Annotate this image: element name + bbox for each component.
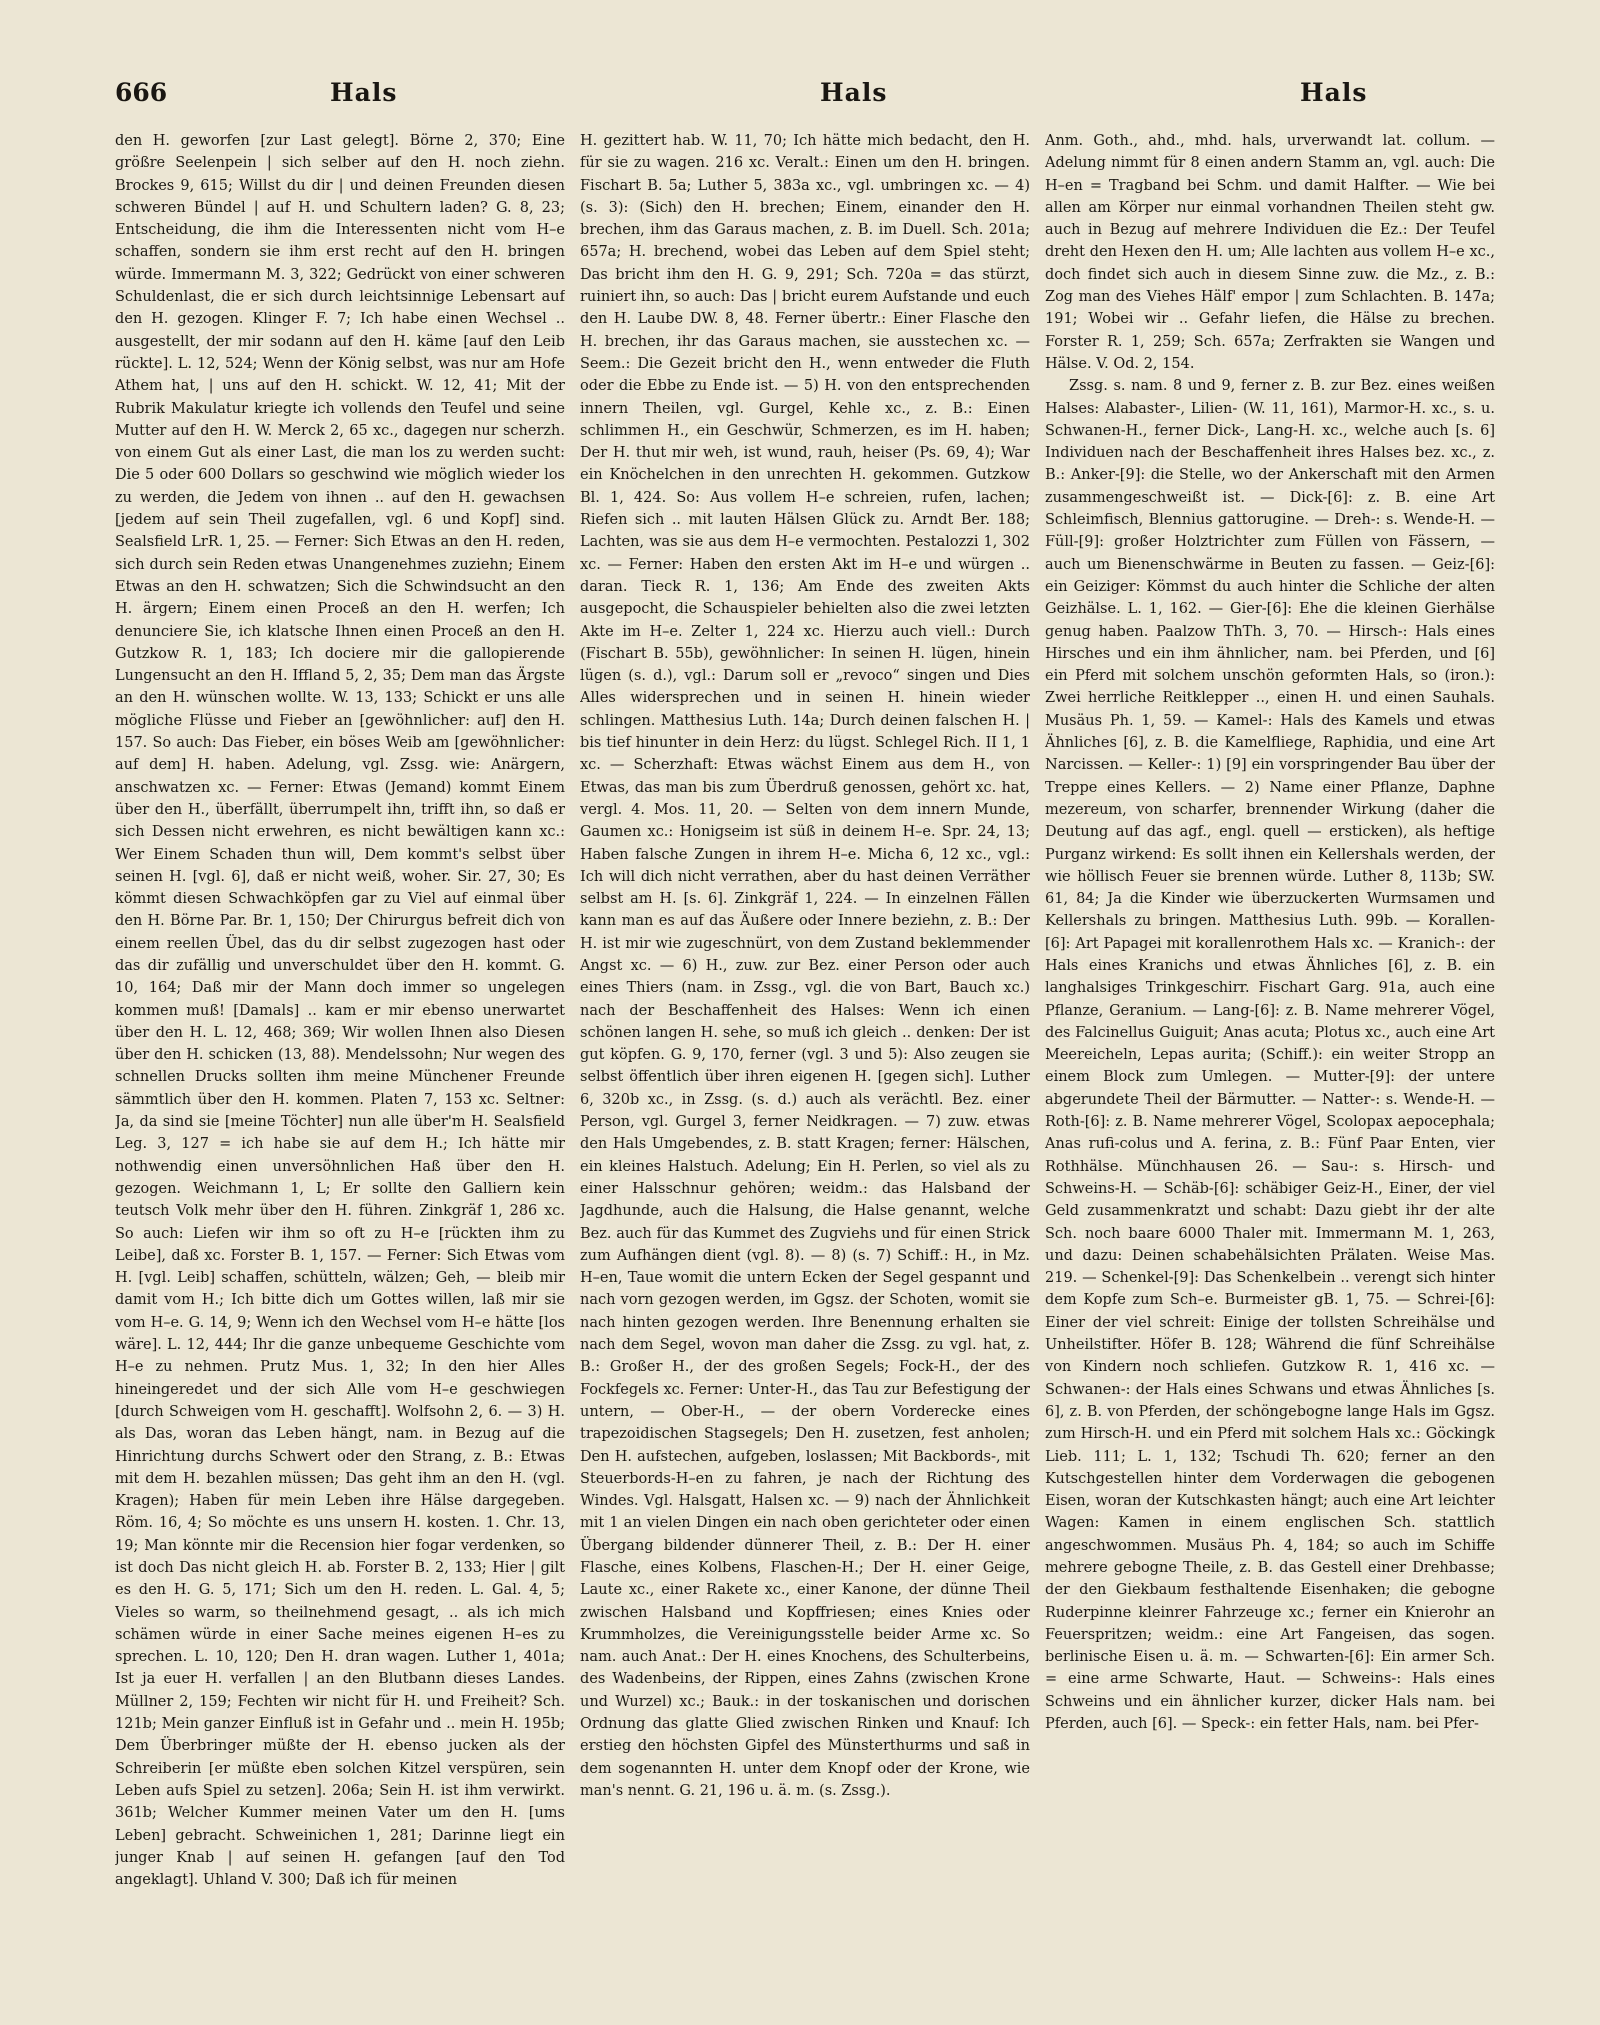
paragraph: H. gezittert hab. W. 11, 70; Ich hätte mich bedacht, den H. für sie zu wagen. 216 xc. Veralt.: Einen um den H. bringen. Fischart B. 5a; Luther 5, 383a xc., vgl. umbringen xc. — 4) (s. 3): (Sich) den H. brechen; Einem, einander den H. brechen, ihm das Garaus machen, z. B. im Duell. Sch. 201a; 657a; H. brechend, wobei das Leben auf dem Spiel steht; Das bricht ihm den H. G. 9, 291; Sch. 720a = das stürzt, ruiniert ihn, so auch: Das | bricht eurem Aufstande und euch den H. Laube DW. 8, 48. Ferner übertr.: Einer Flasche den H. brechen, ihr das Garaus machen, sie ausstechen xc. — Seem.: Die Gezeit bricht den H., wenn entweder die Fluth oder die Ebbe zu Ende ist. — 5) H. von den entsprechenden innern Theilen, vgl. Gurgel, Kehle xc., z. B.: Einen schlimmen H., ein Geschwür, Schmerzen, es im H. haben; Der H. thut mir weh, ist wund, rauh, heiser (Ps. 69, 4); War ein Knöchelchen in den unrechten H. gekommen. Gutzkow Bl. 1, 424. So: Aus vollem H–e schreien, rufen, lachen; Riefen sich .. mit lauten Hälsen Glück zu. Arndt Ber. 188; Lachten, was sie aus dem H–e vermochten. Pestalozzi 1, 302 xc. — Ferner: Haben den ersten Akt im H–e und würgen .. daran. Tieck R. 1, 136; Am Ende des zweiten Akts ausgepocht, die Schauspieler behielten also die zwei letzten Akte im H–e. Zelter 1, 224 xc. Hierzu auch viell.: Durch (Fischart B. 55b), gewöhnlicher: In seinen H. lügen, hinein lügen (s. d.), vgl.: Darum soll er „revoco“ singen und Dies Alles widersprechen und in seinen H. hinein wieder schlingen. Matthesius Luth. 14a; Durch deinen falschen H. | bis tief hinunter in dein Herz: du lügst. Schlegel Rich. II 1, 1 xc. — Scherzhaft: Etwas wächst Einem aus dem H., von Etwas, das man bis zum Überdruß genossen, gehört xc. hat, vergl. 4. Mos. 11, 20. — Selten von dem innern Munde, Gaumen xc.: Honigseim ist süß in deinem H–e. Spr. 24, 13; Haben falsche Zungen in ihrem H–e. Micha 6, 12 xc., vgl.: Ich will dich nicht verrathen, aber du hast deinen Verräther selbst am H. [s. 6]. Zinkgräf 1, 224. — In einzelnen Fällen kann man es auf das Äußere oder Innere beziehn, z. B.: Der H. ist mir wie zugeschnürt, von dem Zustand beklemmender Angst xc. — 6) H., zuw. zur Bez. einer Person oder auch eines Thiers (nam. in Zssg., vgl. die von Bart, Bauch xc.) nach der Beschaffenheit des Halses: Wenn ich einen schönen langen H. sehe, so muß ich gleich .. denken: Der ist gut köpfen. G. 9, 170, ferner (vgl. 3 und 5): Also zeugen sie selbst öffentlich über ihren eigenen H. [gegen sich]. Luther 6, 320b xc., in Zssg. (s. d.) auch als verächtl. Bez. einer Person, vgl. Gurgel 3, ferner Neidkragen. — 7) zuw. etwas den Hals Umgebendes, z. B. statt Kragen; ferner: Hälschen, ein kleines Halstuch. Adelung; Ein H. Perlen, so viel als zu einer Halsschnur gehören; weidm.: das Halsband der Jagdhunde, auch die Halsung, die Halse genannt, welche Bez. auch für das Kummet des Zugviehs und für einen Strick zum Aufhängen dient (vgl. 8). — 8) (s. 7) Schiff.: H., in Mz. H–en, Taue womit die untern Ecken der Segel gespannt und nach vorn gezogen werden, im Ggsz. der Schoten, womit sie nach hinten gezogen werden. Ihre Benennung erhalten sie nach dem Segel, wovon man daher die Zssg. zu vgl. hat, z. B.: Großer H., der des großen Segels; Fock-H., der des Fockfegels xc. Ferner: Unter-H., das Tau zur Befestigung der untern, — Ober-H., — der obern Vorderecke eines trapezoidischen Stagsegels; Den H. zusetzen, fest anholen; Den H. aufstechen, aufgeben, loslassen; Mit Backbords-, mit Steuerbords-H–en zu fahren, je nach der Richtung des Windes. Vgl. Halsgatt, Halsen xc. — 9) nach der Ähnlichkeit mit 1 an vielen Dingen ein nach oben gerichteter oder einen Übergang bildender dünnerer Theil, z. B.: Der H. einer Flasche, eines Kolbens, Flaschen-H.; Der H. einer Geige, Laute xc., einer Rakete xc., einer Kanone, der dünne Theil zwischen Halsband und Kopffriesen; eines Knies oder Krummholzes, die Vereinigungsstelle beider Arme xc. So nam. auch Anat.: Der H. eines Knochens, des Schulterbeins, des Wadenbeins, der Rippen, eines Zahns (zwischen Krone und Wurzel) xc.; Bauk.: in der toskanischen und dorischen Ordnung das glatte Glied zwischen Rinken und Knauf: Ich erstieg den höchsten Gipfel des Münsterthurms und saß in dem sogenannten H. unter dem Knopf oder der Krone, wie man's nennt. G. 21, 196 u. ä. m. (s. Zssg.). — [580, 133, 1030, 1799]
paragraph: Anm. Goth., ahd., mhd. hals, urverwandt lat. collum. — Adelung nimmt für 8 einen andern Stamm an, vgl. auch: Die H–en = Tragband bei Schm. und damit Halfter. — Wie bei allen am Körper nur einmal vorhandnen Theilen steht gw. auch in Bezug auf mehrere Individuen die Ez.: Der Teufel dreht den Hexen den H. um; Alle lachten aus vollem H–e xc., doch findet sich auch in diesem Sinne zuw. die Mz., z. B.: Zog man des Viehes Hälf' empor | zum Schlachten. B. 147a; 191; Wobei wir .. Gefahr liefen, die Hälse zu brechen. Forster R. 1, 259; Sch. 657a; Zerfrakten sie Wangen und Hälse. V. Od. 2, 154. — [1045, 133, 1495, 372]
paragraph: Zssg. s. nam. 8 und 9, ferner z. B. zur Bez. eines weißen Halses: Alabaster-, Lilien- (W. 11, 161), Marmor-H. xc., s. u. Schwanen-H., ferner Dick-, Lang-H. xc., welche auch [s. 6] Individuen nach der Beschaffenheit ihres Halses bez. xc., z. B.: Anker-[9]: die Stelle, wo der Ankerschaft mit den Armen zusammengeschweißt ist. — Dick-[6]: z. B. eine Art Schleimfisch, Blennius gattorugine. — Dreh-: s. Wende-H. — Füll-[9]: großer Holztrichter zum Füllen von Fässern, — auch um Bienenschwärme in Beuten zu fassen. — Geiz-[6]: ein Geiziger: Kömmst du auch hinter die Schliche der alten Geizhälse. L. 1, 162. — Gier-[6]: Ehe die kleinen Gierhälse genug haben. Paalzow ThTh. 3, 70. — Hirsch-: Hals eines Hirsches und ein ihm ähnlicher, nam. bei Pferden, und [6] ein Pferd mit solchem unschön geformten Hals, so (iron.): Zwei herrliche Reitklepper .., einen H. und einen Sauhals. Musäus Ph. 1, 59. — Kamel-: Hals des Kamels und etwas Ähnliches [6], z. B. die Kamelfliege, Raphidia, und eine Art Narcissen. — Keller-: 1) [9] ein vorspringender Bau über der Treppe eines Kellers. — 2) Name einer Pflanze, Daphne mezereum, von scharfer, brennender Wirkung (daher die Deutung auf das agf., engl. quell — ersticken), als heftige Purganz wirkend: Es sollt ihnen ein Kellershals werden, der wie höllisch Feuer sie brennen würde. Luther 8, 113b; SW. 61, 84; Ja die Kinder wie überzuckerten Wurmsamen und Kellershals zu bringen. Matthesius Luth. 99b. — Korallen-[6]: Art Papagei mit korallenrothem Hals xc. — Kranich-: der Hals eines Kranichs und etwas Ähnliches [6], z. B. ein langhalsiges Trinkgeschirr. Fischart Garg. 91a, auch eine Pflanze, Geranium. — Lang-[6]: z. B. Name mehrerer Vögel, des Falcinellus Guiguit; Anas acuta; Plotus xc., auch eine Art Meereicheln, Lepas aurita; (Schiff.): ein weiter Stropp an einem Block zum Umlegen. — Mutter-[9]: der untere abgerundete Theil der Bärmutter. — Natter-: s. Wende-H. — Roth-[6]: z. B. Name mehrerer Vögel, Scolopax aepocephala; Anas rufi-colus und A. ferina, z. B.: Fünf Paar Enten, vier Rothhälse. Münchhausen 26. — Sau-: s. Hirsch- und Schweins-H. — Schäb-[6]: schäbiger Geiz-H., Einer, der viel Geld zusammenkratzt und schabt: Dazu giebt ihr der alte Sch. noch baare 6000 Thaler mit. Immermann M. 1, 263, und dazu: Deinen schabehälsichten Prälaten. Weise Mas. 219. — Schenkel-[9]: Das Schenkelbein .. verengt sich hinter dem Kopfe zum Sch–e. Burmeister gB. 1, 75. — Schrei-[6]: Einer der viel schreit: Einige der tollsten Schreihälse und Unheilstifter. Höfer B. 128; Während die fünf Schreihälse von Kindern noch schliefen. Gutzkow R. 1, 416 xc. — Schwanen-: der Hals eines Schwans und etwas Ähnliches [s. 6], z. B. von Pferden, der schöngebogne lange Hals im Ggsz. zum Hirsch-H. und ein Pferd mit solchem Hals xc.: Göckingk Lieb. 111; L. 1, 132; Tschudi Th. 620; ferner an den Kutschgestellen hinter dem Vorderwagen die gebogenen Eisen, woran der Kutschkasten hängt; auch eine Art leichter Wagen: Kamen in einem englischen Sch. stattlich angeschwommen. Musäus Ph. 4, 184; so auch im Schiffe mehrere gebogne Theile, z. B. das Gestell einer Drehbasse; der den Giekbaum festhaltende Eisenhaken; die gebogne Ruderpinne kleinrer Fahrzeuge xc.; ferner ein Knierohr an Feuerspritzen; weidm.: eine Art Fangeisen, das sogen. berlinische Eisen u. ä. m. — Schwarten-[6]: Ein armer Sch. = eine arme Schwarte, Haut. — Schweins-: Hals eines Schweins und ein ähnlicher kurzer, dicker Hals nam. bei Pferden, auch [6]. — Speck-: ein fetter Hals, nam. bei Pfer- — [1045, 378, 1495, 1733]
page-header — [115, 78, 1515, 118]
column-left — [115, 130, 565, 1990]
running-headword-right: Hals — [1300, 78, 1368, 107]
text-columns — [115, 130, 1495, 1990]
column-right — [1045, 130, 1495, 1990]
page-number: 666 — [115, 78, 168, 107]
running-headword-left: Hals — [330, 78, 398, 107]
paragraph: den H. geworfen [zur Last gelegt]. Börne 2, 370; Eine größre Seelenpein | sich selber auf den H. noch ziehn. Brockes 9, 615; Willst du dir | und deinen Freunden diesen schweren Bündel | auf H. und Schultern laden? G. 8, 23; Entscheidung, die ihm die Interessenten nicht vom H–e schaffen, sondern sie ihm erst recht auf den H. bringen würde. Immermann M. 3, 322; Gedrückt von einer schweren Schuldenlast, die er sich durch leichtsinnige Lebensart auf den H. gezogen. Klinger F. 7; Ich habe einen Wechsel .. ausgestellt, der mir sodann auf den H. käme [auf den Leib rückte]. L. 12, 524; Wenn der König selbst, was nur am Hofe Athem hat, | uns auf den H. schickt. W. 12, 41; Mit der Rubrik Makulatur kriegte ich vollends den Teufel und seine Mutter auf den H. W. Merck 2, 65 xc., dagegen nur scherzh. von einem Gut als einer Last, die man los zu werden sucht: Die 5 oder 600 Dollars so geschwind wie möglich wieder los zu werden, die Jedem von ihnen .. auf den H. gewachsen [jedem auf sein Theil zugefallen, vgl. 6 und Kopf] sind. Sealsfield LrR. 1, 25. — Ferner: Sich Etwas an den H. reden, sich durch sein Reden etwas Unangenehmes zuziehn; Einem Etwas an den H. schwatzen; Sich die Schwindsucht an den H. ärgern; Einem einen Proceß an den H. werfen; Ich denunciere Sie, ich klatsche Ihnen einen Proceß an den H. Gutzkow R. 1, 183; Ich dociere mir die gallopierende Lungensucht an den H. Iffland 5, 2, 35; Dem man das Ärgste an den H. wünschen wollte. W. 13, 133; Schickt er uns alle mögliche Flüsse und Fieber an [gewöhnlicher: auf] den H. 157. So auch: Das Fieber, ein böses Weib am [gewöhnlicher: auf dem] H. haben. Adelung, vgl. Zssg. wie: Anärgern, anschwatzen xc. — Ferner: Etwas (Jemand) kommt Einem über den H., überfällt, überrumpelt ihn, trifft ihn, so daß er sich Dessen nicht erwehren, es nicht bewältigen kann xc.: Wer Einem Schaden thun will, Dem kommt's selbst über seinen H. [vgl. 6], daß er nicht weiß, woher. Sir. 27, 30; Es kömmt diesen Schwachköpfen gar zu Viel auf einmal über den H. Börne Par. Br. 1, 150; Der Chirurgus befreit dich von einem reellen Übel, das du dir selbst zugezogen hast oder das dir zufällig und unverschuldet über den H. kommt. G. 10, 164; Daß mir der Mann doch immer so ungelegen kommen muß! [Damals] .. kam er mir ebenso unerwartet über den H. L. 12, 468; 369; Wir wollen Ihnen also Diesen über den H. schicken (13, 88). Mendelssohn; Nur wegen des schnellen Drucks sollten ihm meine Münchener Freunde sämmtlich über den H. kommen. Platen 7, 153 xc. Seltner: Ja, da sind sie [meine Töchter] nun alle über'm H. Sealsfield Leg. 3, 127 = ich habe sie auf dem H.; Ich hätte mir nothwendig einen unversöhnlichen Haß über den H. gezogen. Weichmann 1, L; Er sollte den Galliern kein teutsch Volk mehr über den H. führen. Zinkgräf 1, 286 xc. So auch: Liefen wir ihm so oft zu H–e [rückten ihm zu Leibe], daß xc. Forster B. 1, 157. — Ferner: Sich Etwas vom H. [vgl. Leib] schaffen, schütteln, wälzen; Geh, — bleib mir damit vom H.; Ich bitte dich um Gottes willen, laß mir sie vom H–e. G. 14, 9; Wenn ich den Wechsel vom H–e hätte [los wäre]. L. 12, 444; Ihr die ganze unbequeme Geschichte vom H–e zu nehmen. Prutz Mus. 1, 32; In den hier Alles hineingeredet und der sich Alle vom H–e geschwiegen [durch Schweigen vom H. geschafft]. Wolfsohn 2, 6. — 3) H. als Das, woran das Leben hängt, nam. in Bezug auf die Hinrichtung durchs Schwert oder den Strang, z. B.: Etwas mit dem H. bezahlen müssen; Das geht ihm an den H. (vgl. Kragen); Haben für mein Leben ihre Hälse dargegeben. Röm. 16, 4; So möchte es uns unsern H. kosten. 1. Chr. 13, 19; Man könnte mir die Recension hier fogar verdenken, so ist doch Das nicht gleich H. ab. Forster B. 2, 133; Hier | gilt es den H. G. 5, 171; Sich um den H. reden. L. Gal. 4, 5; Vieles so warm, so theilnehmend gesagt, .. als ich mich schämen würde in einer Sache meines eigenen H–es zu sprechen. L. 10, 120; Den H. dran wagen. Luther 1, 401a; Ist ja euer H. verfallen | an den Blutbann dieses Landes. Müllner 2, 159; Fechten wir nicht für H. und Freiheit? Sch. 121b; Mein ganzer Einfluß ist in Gefahr und .. mein H. 195b; Dem Überbringer müßte der H. ebenso jucken als der Schreiberin [er müßte eben solchen Kitzel verspüren, sein Leben aufs Spiel zu setzen]. 206a; Sein H. ist ihm verwirkt. 361b; Welcher Kummer meinen Vater um den H. [ums Leben] gebracht. Schweinichen 1, 281; Darinne liegt ein junger Knab | auf seinen H. gefangen [auf den Tod angeklagt]. Uhland V. 300; Daß ich für meinen — [115, 133, 565, 1889]
column-middle — [580, 130, 1030, 1990]
running-headword-center: Hals — [820, 78, 888, 107]
